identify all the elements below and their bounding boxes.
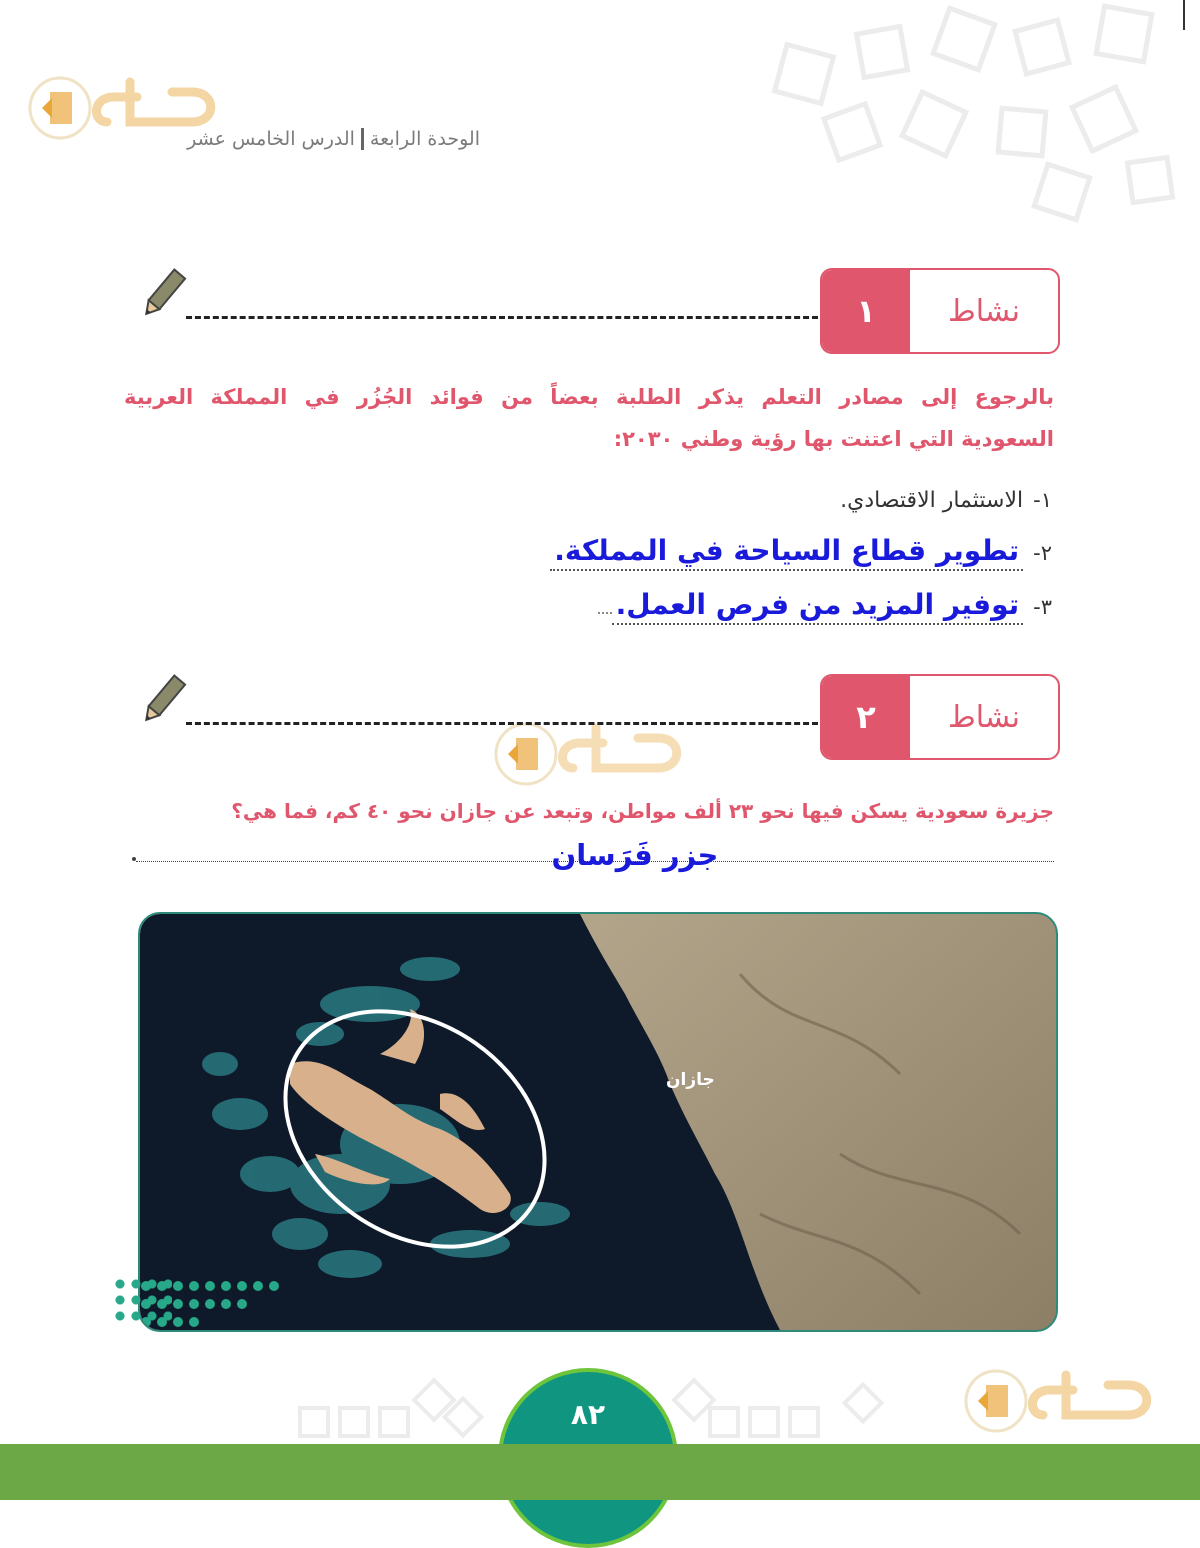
- page-header: [135, 128, 480, 150]
- activity-2-question: جزيرة سعودية يسكن فيها نحو ٢٣ ألف مواطن، وتبعد عن جازان نحو ٤٠ كم، فما هي؟: [231, 799, 1054, 823]
- item-text: توفير المزيد من فرص العمل.: [612, 588, 1024, 625]
- map-image: [140, 914, 1056, 1330]
- unit-label: الوحدة الرابعة: [369, 128, 480, 150]
- decorative-pattern: [720, 0, 1200, 240]
- answer-line-end-dot: [132, 857, 136, 861]
- activity-1-number: ١: [822, 270, 910, 352]
- header-divider: [361, 128, 364, 150]
- item-text: تطوير قطاع السياحة في المملكة.: [550, 534, 1023, 571]
- pencil-icon: [138, 266, 188, 322]
- lesson-label: الدرس الخامس عشر: [187, 128, 355, 150]
- activity-2-badge: [820, 674, 1060, 760]
- activity-1-title: نشاط: [948, 293, 1020, 329]
- item-number: ١-: [1033, 488, 1052, 512]
- satellite-map: [138, 912, 1058, 1332]
- top-right-rule: [1183, 0, 1185, 30]
- answer-item-3: [598, 588, 1052, 625]
- activity-2-answer: جزر فَرَسان: [551, 838, 719, 872]
- item-number: ٣-: [1033, 595, 1052, 619]
- pencil-icon: [138, 672, 188, 728]
- activity-1-question-line-1: بالرجوع إلى مصادر التعلم يذكر الطلبة بعضاً من فوائد الجُزُر في المملكة العربية: [124, 385, 1054, 409]
- footer-bar: [0, 1444, 1200, 1500]
- activity-2-divider: [186, 722, 818, 725]
- item-number: ٢-: [1033, 541, 1052, 565]
- answer-item-1: [840, 488, 1052, 513]
- activity-1-divider: [186, 316, 818, 319]
- activity-2-number: ٢: [822, 676, 910, 758]
- answer-item-2: [550, 534, 1052, 571]
- activity-1-badge: [820, 268, 1060, 354]
- watermark-logo: [958, 1355, 1168, 1445]
- fill-dots: [598, 612, 612, 614]
- jazan-label: جازان: [666, 1070, 715, 1090]
- item-text: الاستثمار الاقتصادي.: [840, 488, 1024, 513]
- page-number: ٨٢: [570, 1398, 606, 1431]
- activity-1-question-line-2: السعودية التي اعتنت بها رؤية وطني ٢٠٣٠:: [613, 427, 1054, 451]
- activity-2-title: نشاط: [948, 699, 1020, 735]
- dot-pattern: [112, 1276, 172, 1326]
